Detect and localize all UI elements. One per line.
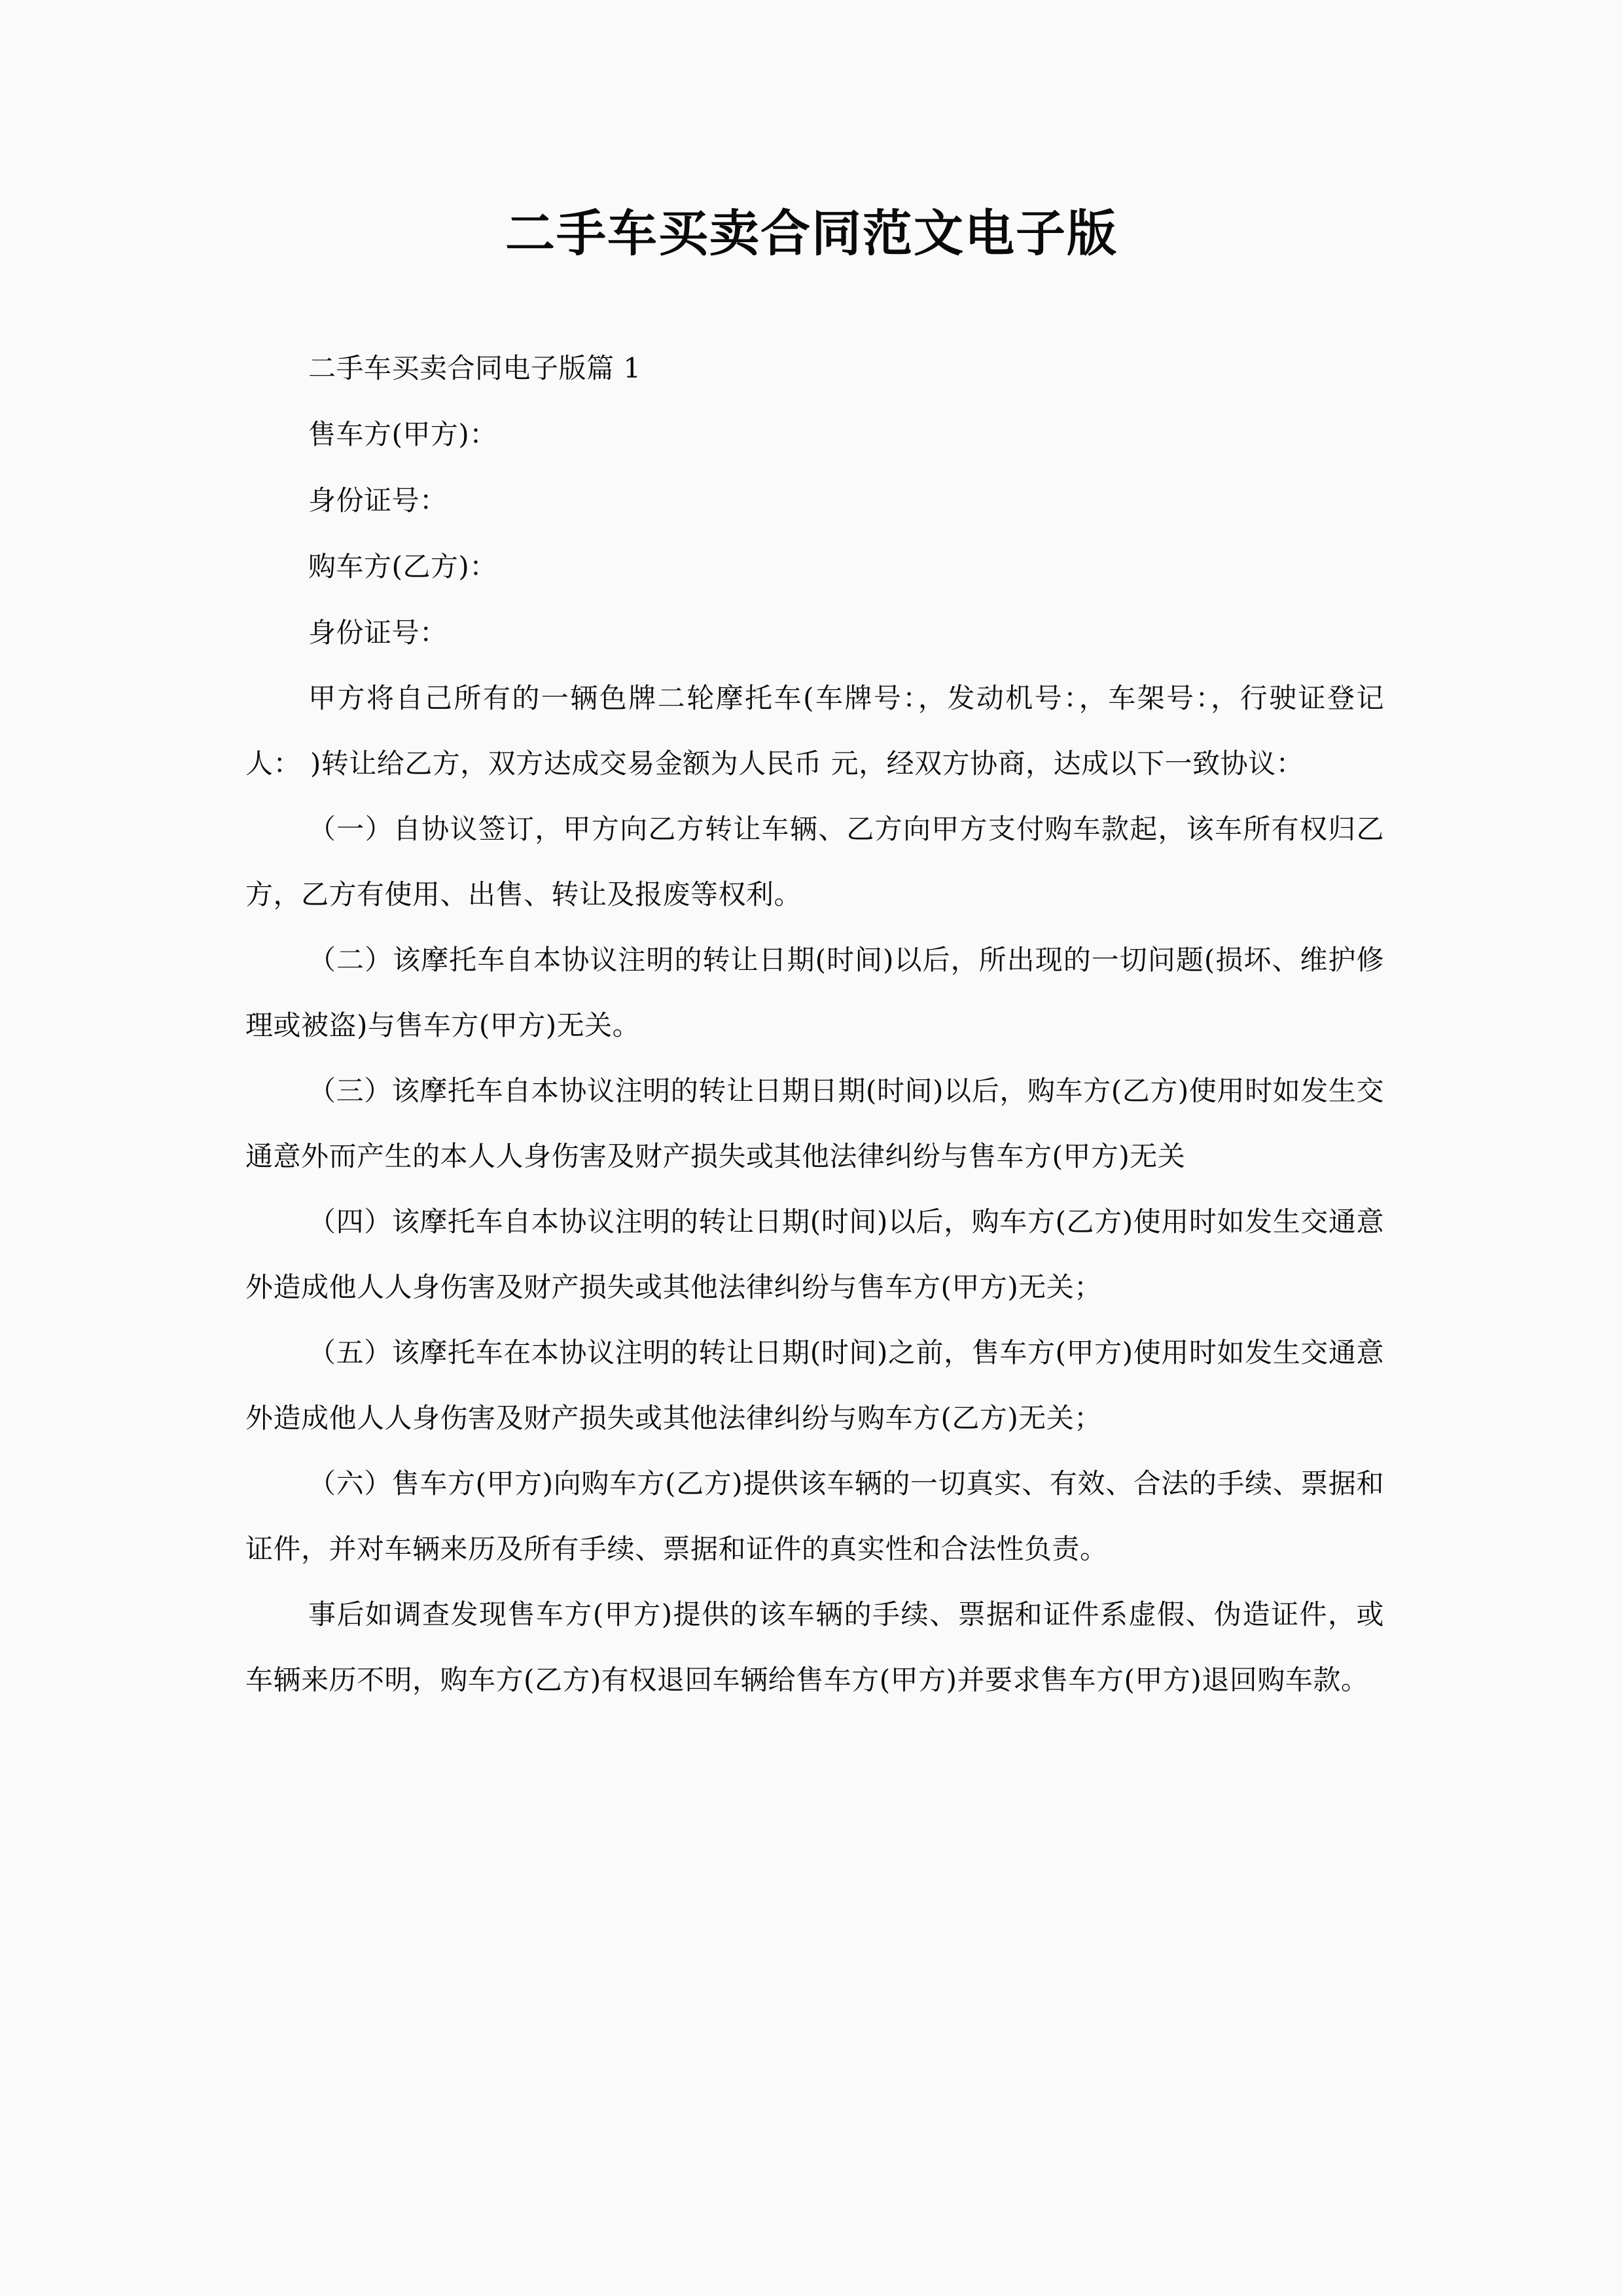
buyer-label: 购车方(乙方)：	[308, 550, 497, 583]
clause-4-paragraph: （四）该摩托车自本协议注明的转让日期(时间)以后，购车方(乙方)使用时如发生交通意外造成他人人身伤害及财产损失或其他法律纠纷与售车方(甲方)无关；	[245, 1206, 1384, 1303]
seller-label: 售车方(甲方)：	[308, 418, 497, 450]
document-body	[245, 335, 1384, 1713]
clause-2-paragraph: （二）该摩托车自本协议注明的转让日期(时间)以后，所出现的一切问题(损坏、维护修理或被盗)与售车方(甲方)无关。	[245, 944, 1384, 1041]
clause-5-paragraph: （五）该摩托车在本协议注明的转让日期(时间)之前，售车方(甲方)使用时如发生交通意外造成他人人身伤害及财产损失或其他法律纠纷与购车方(乙方)无关；	[245, 1336, 1384, 1434]
section-heading: 二手车买卖合同电子版篇 1	[308, 352, 641, 384]
clause-6-paragraph: （六）售车方(甲方)向购车方(乙方)提供该车辆的一切真实、有效、合法的手续、票据和证件，并对车辆来历及所有手续、票据和证件的真实性和合法性负责。	[245, 1467, 1384, 1565]
seller-id-label: 身份证号：	[308, 484, 448, 516]
page-title: 二手车买卖合同范文电子版	[505, 204, 1118, 262]
clause-3-paragraph: （三）该摩托车自本协议注明的转让日期日期(时间)以后，购车方(乙方)使用时如发生交通意外而产生的本人人身伤害及财产损失或其他法律纠纷与售车方(甲方)无关	[245, 1075, 1384, 1172]
preamble-paragraph: 甲方将自己所有的一辆色牌二轮摩托车(车牌号：，发动机号：，车架号：，行驶证登记人： )转让给乙方，双方达成交易金额为人民币 元，经双方协商，达成以下一致协议：	[245, 682, 1384, 780]
buyer-id-label: 身份证号：	[308, 617, 448, 649]
clause-6-note-paragraph: 事后如调查发现售车方(甲方)提供的该车辆的手续、票据和证件系虚假、伪造证件，或车辆来历不明，购车方(乙方)有权退回车辆给售车方(甲方)并要求售车方(甲方)退回购车款。	[245, 1598, 1384, 1696]
clause-1-paragraph: （一）自协议签订，甲方向乙方转让车辆、乙方向甲方支付购车款起，该车所有权归乙方，乙方有使用、出售、转让及报废等权利。	[245, 813, 1384, 910]
